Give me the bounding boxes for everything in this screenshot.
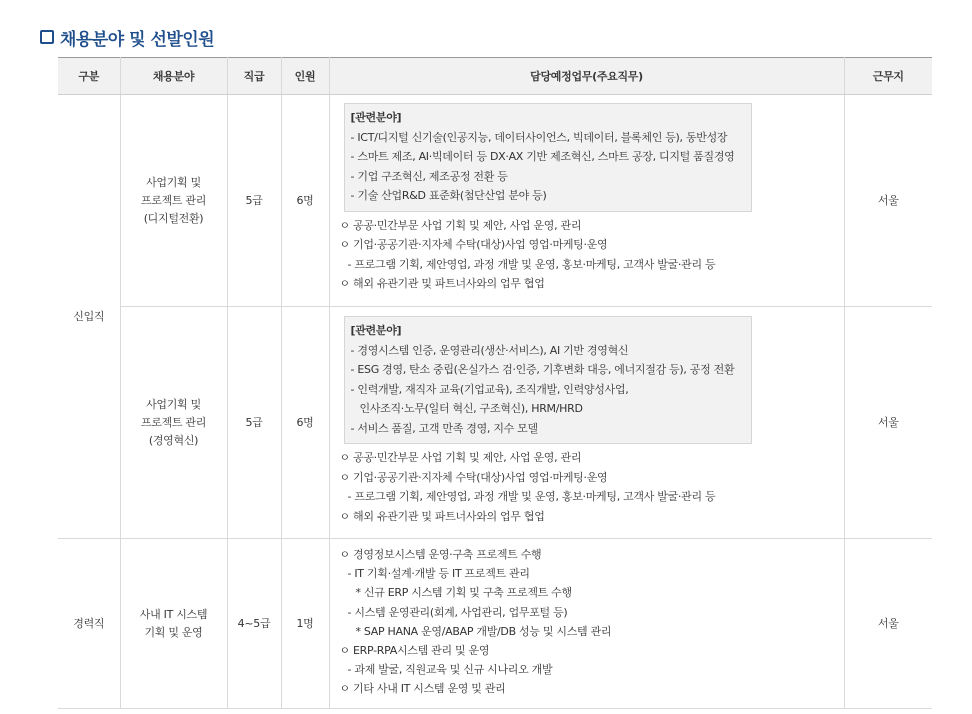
duty-line: ㅇ ERP-RPA시스템 관리 및 운영 (339, 644, 490, 658)
field-line: 기획 및 운영 (144, 625, 203, 639)
count-cell: 1명 (281, 539, 329, 709)
location-cell: 서울 (844, 307, 932, 539)
related-field-line: 인사조직·노무(일터 혁신, 구조혁신), HRM/HRD (359, 402, 583, 415)
related-field-line: - ESG 경영, 탄소 중립(온실가스 검·인증, 기후변화 대응, 에너지절감 등), 공정 전환 (350, 363, 735, 376)
duty-line: * SAP HANA 운영/ABAP 개발/DB 성능 및 시스템 관리 (355, 624, 612, 638)
col-header-field: 채용분야 (120, 58, 227, 95)
checkbox-square-icon (40, 30, 54, 44)
duty-line: ㅇ 공공·민간부문 사업 기획 및 제안, 사업 운영, 관리 (339, 451, 582, 464)
location-cell: 서울 (844, 95, 932, 307)
related-field-line: - 기업 구조혁신, 제조공정 전환 등 (350, 169, 508, 183)
col-header-location: 근무지 (844, 58, 932, 95)
duty-line: ㅇ 기업·공공기관·지자체 수탁(대상)사업 영업·마케팅·운영 (339, 470, 608, 484)
duties-cell (329, 95, 844, 307)
section-title: 채용분야 및 선발인원 (60, 29, 215, 50)
duty-line: - IT 기획·설계·개발 등 IT 프로젝트 관리 (347, 567, 530, 581)
field-cell (120, 539, 227, 709)
related-field-line: - 기술 산업R&D 표준화(첨단산업 분야 등) (350, 189, 547, 202)
duty-line: ㅇ 해외 유관기관 및 파트너사와의 업무 협업 (339, 509, 545, 523)
related-field-title: [관련분야] (350, 111, 402, 124)
section-heading (40, 26, 214, 48)
duties-cell (329, 539, 844, 709)
recruit-type-cell: 경력직 (58, 539, 120, 709)
count-cell: 6명 (281, 95, 329, 307)
related-field-line: - 서비스 품질, 고객 만족 경영, 지수 모델 (350, 421, 538, 435)
recruit-type-cell: 신입직 (58, 95, 120, 539)
field-line: 사업기획 및 (146, 175, 201, 189)
duty-line: * 신규 ERP 시스템 기획 및 구축 프로젝트 수행 (355, 586, 572, 600)
duty-line: - 시스템 운영관리(회계, 사업관리, 업무포털 등) (347, 605, 568, 619)
table-row (58, 307, 932, 539)
duty-line: - 프로그램 기획, 제안영업, 과정 개발 및 운영, 홍보·마케팅, 고객사 발굴·관리 등 (347, 490, 716, 503)
field-line: 사내 IT 시스템 (139, 607, 208, 621)
table-row (58, 539, 932, 709)
duty-line: ㅇ 기타 사내 IT 시스템 운영 및 관리 (339, 682, 506, 696)
col-header-grade: 직급 (227, 58, 281, 95)
field-line: 프로젝트 관리 (140, 193, 207, 207)
field-line: (경영혁신) (148, 433, 199, 447)
duties-cell (329, 307, 844, 539)
field-cell (120, 307, 227, 539)
duty-line: ㅇ 기업·공공기관·지자체 수탁(대상)사업 영업·마케팅·운영 (339, 238, 608, 251)
related-field-line: - 인력개발, 재직자 교육(기업교육), 조직개발, 인력양성사업, (350, 382, 629, 396)
field-cell (120, 95, 227, 307)
col-header-duties: 담당예정업무(주요직무) (329, 58, 844, 95)
col-header-count: 인원 (281, 58, 329, 95)
count-cell: 6명 (281, 307, 329, 539)
col-header-type: 구분 (58, 58, 120, 95)
related-field-title: [관련분야] (350, 324, 402, 337)
duty-line: ㅇ 해외 유관기관 및 파트너사와의 업무 협업 (339, 277, 545, 290)
recruitment-table (58, 57, 932, 709)
duty-line: - 과제 발굴, 직원교육 및 신규 시나리오 개발 (347, 663, 553, 677)
related-field-line: - 스마트 제조, AI·빅데이터 등 DX·AX 기반 제조혁신, 스마트 공장, 디지털 품질경영 (350, 150, 735, 163)
grade-cell: 5급 (227, 95, 281, 307)
table-header-row (58, 58, 932, 95)
grade-cell: 4~5급 (227, 539, 281, 709)
table-row (58, 95, 932, 307)
location-cell: 서울 (844, 539, 932, 709)
related-field-line: - 경영시스템 인증, 운영관리(생산·서비스), AI 기반 경영혁신 (350, 343, 629, 357)
related-field-box (344, 316, 752, 444)
duty-line: ㅇ 경영정보시스템 운영·구축 프로젝트 수행 (339, 548, 542, 561)
duty-line: - 프로그램 기획, 제안영업, 과정 개발 및 운영, 홍보·마케팅, 고객사 발굴·관리 등 (347, 257, 716, 271)
related-field-box (344, 103, 752, 212)
duty-line: ㅇ 공공·민간부문 사업 기획 및 제안, 사업 운영, 관리 (339, 218, 582, 232)
grade-cell: 5급 (227, 307, 281, 539)
field-line: (디지털전환) (143, 211, 204, 225)
related-field-line: - ICT/디지털 신기술(인공지능, 데이터사이언스, 빅데이터, 블록체인 등), 동반성장 (350, 130, 728, 144)
field-line: 프로젝트 관리 (140, 415, 207, 429)
field-line: 사업기획 및 (146, 397, 201, 411)
